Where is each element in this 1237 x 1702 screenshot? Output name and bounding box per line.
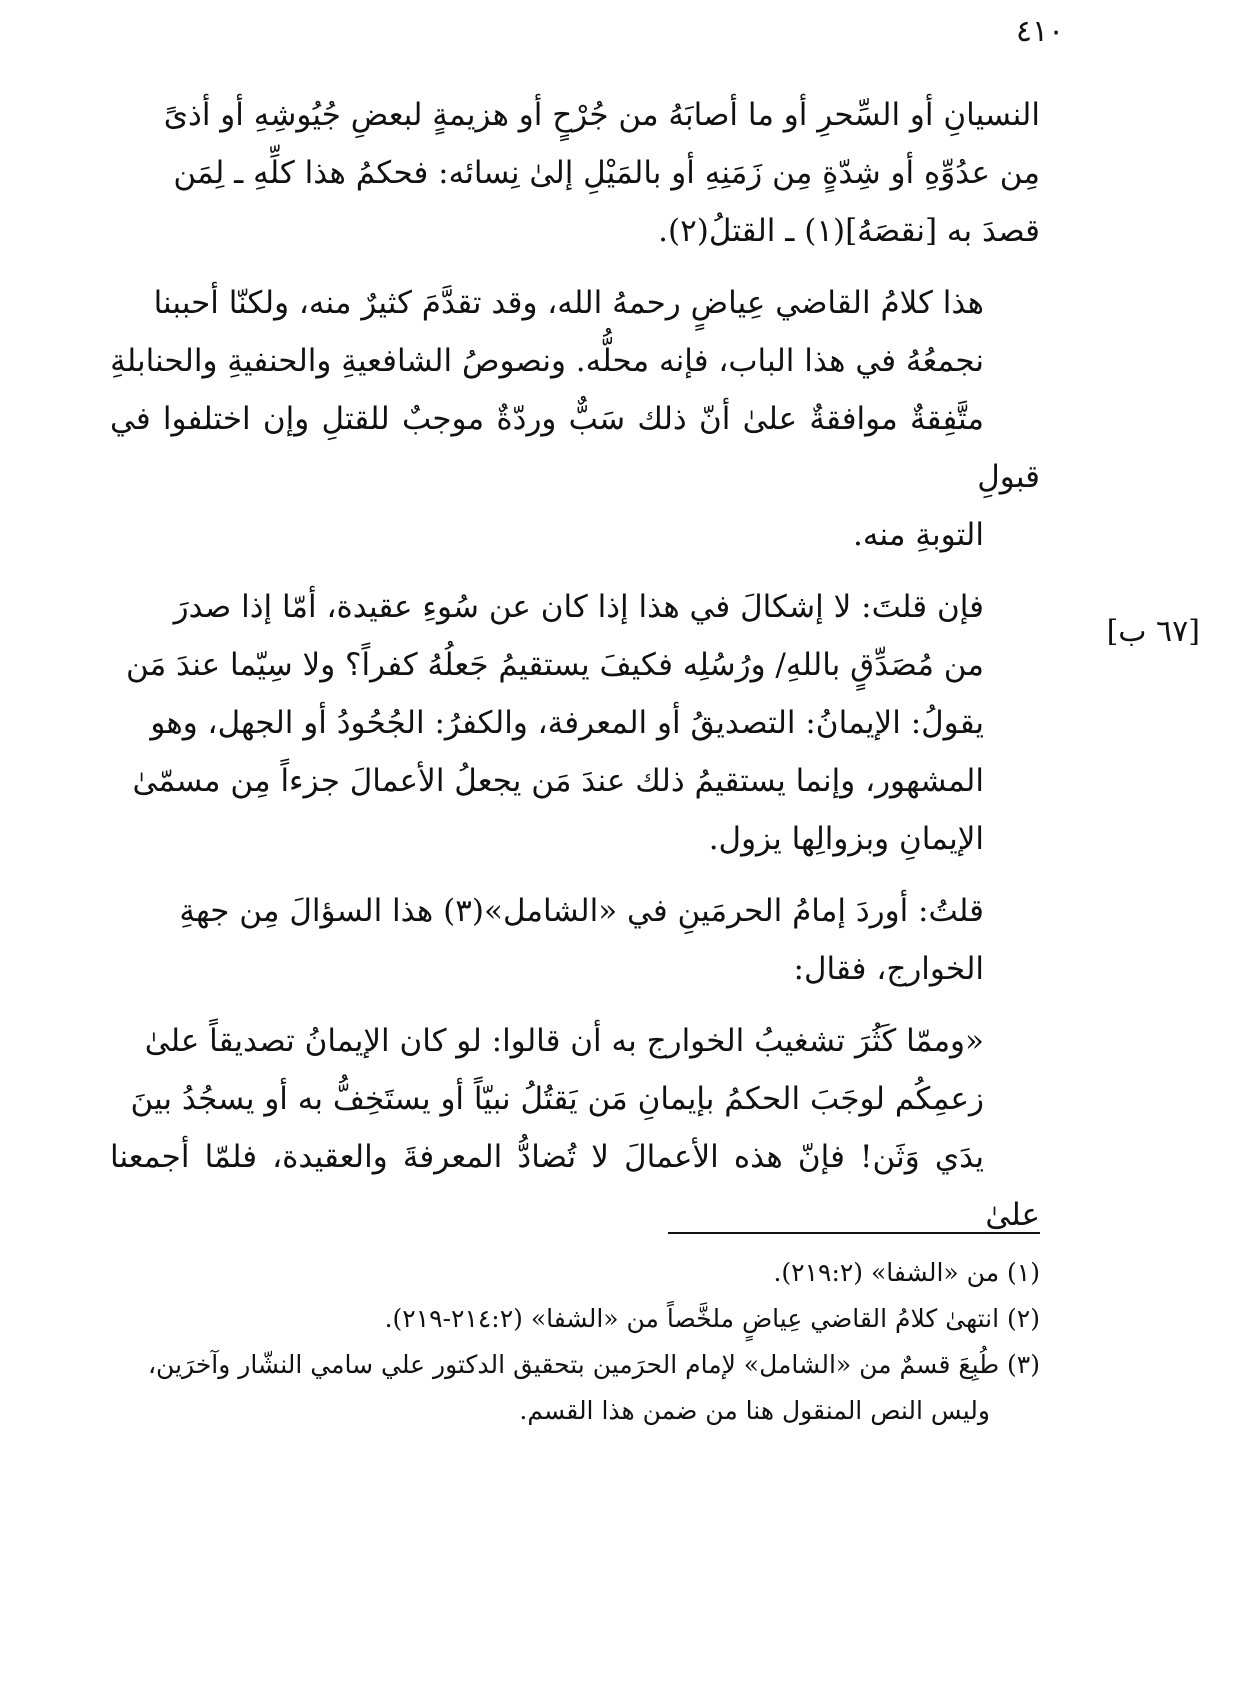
footnote-3-text: (٣) طُبِعَ قسمٌ من «الشامل» لإمام الحرَمين بتحقيق الدكتور علي سامي النشّار وآخرَين،: [147, 1350, 1040, 1379]
main-text: [110, 86, 1040, 1258]
text-line: «وممّا كَثُرَ تشغيبُ الخوارج به أن قالوا: لو كان الإيمانُ تصديقاً علىٰ: [144, 1023, 984, 1059]
footnote-3: [110, 1342, 1040, 1434]
paragraph-5: [110, 1012, 1040, 1244]
paragraph-2: [110, 274, 1040, 564]
text-line: من مُصَدِّقٍ باللهِ/ ورُسُلِه فكيفَ يستقيمُ جَعلُهُ كفراً؟ ولا سِيّما عندَ مَن: [125, 647, 984, 683]
text-line: الخوارج، فقال:: [793, 951, 984, 987]
footnote-2: (٢) انتهىٰ كلامُ القاضي عِياضٍ ملخَّصاً من «الشفا» (٢١٤:٢-٢١٩).: [384, 1304, 1040, 1333]
text-line: قلتُ: أوردَ إمامُ الحرمَينِ في «الشامل»(٣) هذا السؤالَ مِن جهةِ: [179, 893, 984, 929]
text-line: المشهور، وإنما يستقيمُ ذلك عندَ مَن يجعلُ الأعمالَ جزءاً مِن مسمّىٰ: [132, 763, 984, 799]
paragraph-3: [110, 578, 1040, 868]
text-line: نجمعُهُ في هذا الباب، فإنه محلُّه. ونصوصُ الشافعيةِ والحنفيةِ والحنابلةِ: [110, 343, 984, 379]
text-line: الإيمانِ وبزوالِها يزول.: [708, 821, 984, 857]
text-line: التوبةِ منه.: [853, 517, 984, 553]
footnote-1: (١) من «الشفا» (٢١٩:٢).: [773, 1258, 1040, 1287]
text-line: هذا كلامُ القاضي عِياضٍ رحمهُ الله، وقد تقدَّمَ كثيرٌ منه، ولكنّا أحببنا: [153, 285, 984, 321]
text-line: يقولُ: الإيمانُ: التصديقُ أو المعرفة، والكفرُ: الجُحُودُ أو الجهل، وهو: [150, 705, 984, 741]
text-line: زعمِكُم لوجَبَ الحكمُ بإيمانِ مَن يَقتُلُ نبيّاً أو يستَخِفُّ به أو يسجُدُ بينَ: [130, 1081, 984, 1117]
footnote-3-continuation: وليس النص المنقول هنا من ضمن هذا القسم.: [519, 1396, 990, 1425]
text-line: متَّفِقةٌ موافقةٌ علىٰ أنّ ذلك سَبٌّ وردّةٌ موجبٌ للقتلِ وإن اختلفوا في قبولِ: [110, 401, 1040, 495]
footnotes: [110, 1250, 1040, 1434]
text-line: فإن قلتَ: لا إشكالَ في هذا إذا كان عن سُوءِ عقيدة، أمّا إذا صدرَ: [173, 589, 984, 625]
text-line: مِن عدُوِّهِ أو شِدّةٍ مِن زَمَنِهِ أو بالمَيْلِ إلىٰ نِسائه: فحكمُ هذا كلِّهِ ـ لِمَن: [173, 155, 1040, 191]
paragraph-1: [110, 86, 1040, 260]
text-line: النسيانِ أو السِّحرِ أو ما أصابَهُ من جُرْحٍ أو هزيمةٍ لبعضِ جُيُوشِهِ أو أذىً: [163, 97, 1040, 133]
text-line: يدَي وَثَن! فإنّ هذه الأعمالَ لا تُضادُّ المعرفةَ والعقيدة، فلمّا أجمعنا علىٰ: [110, 1139, 1040, 1233]
footnote-separator: [668, 1232, 1040, 1234]
paragraph-4: [110, 882, 1040, 998]
text-line: قصدَ به [نقصَهُ](١) ـ القتلُ(٢).: [658, 213, 1040, 249]
page-number: ٤١٠: [1015, 14, 1065, 49]
manuscript-folio-marker: [٦٧ ب]: [1106, 614, 1200, 649]
